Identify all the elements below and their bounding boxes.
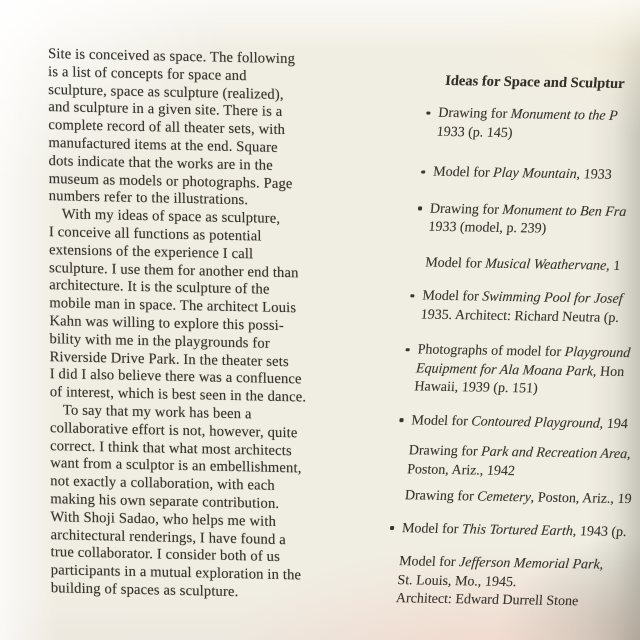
list-item: [383, 553, 640, 613]
text-line: I did I also believe there was a confluence: [49, 366, 302, 388]
text-line: and sculpture in a given site. There is a: [48, 99, 283, 121]
text-line: building of spaces as sculpture.: [50, 580, 239, 601]
text-line: With Shoji Sadao, who helps me with: [50, 508, 277, 530]
text-line: Architect: Edward Durrell Stone: [395, 591, 579, 610]
text-line: St. Louis, Mo., 1945.: [396, 572, 518, 590]
text-line: Poston, Ariz., 1942: [406, 461, 516, 479]
text-line: Drawing for Park and Recreation Area,: [408, 443, 632, 463]
text-line: not exactly a collaboration, with each: [50, 473, 275, 494]
text-line: complete record of all theater sets, with: [48, 117, 286, 139]
text-line: 1933 (p. 145): [436, 124, 514, 141]
square-bullet-icon: [418, 206, 422, 210]
text-line: Drawing for Monument to the P: [437, 105, 619, 124]
text-line: Riverside Drive Park. In the theater sets: [49, 348, 289, 370]
list-item: [416, 200, 640, 242]
text-line: To say that my work has been a: [62, 402, 252, 423]
text-line: dots indicate that the works are in the: [48, 152, 273, 174]
list-item: [394, 442, 640, 484]
text-line: Kahn was willing to explore this possi-: [49, 313, 284, 334]
text-line: architectural renderings, I have found a: [50, 526, 286, 548]
square-bullet-icon: [421, 170, 425, 174]
text-line: want from a sculptor is an embellishment,: [50, 455, 302, 477]
text-line: extensions of the experience I call: [49, 241, 254, 263]
text-line: Drawing for Monument to Ben Fra: [429, 201, 627, 220]
text-line: sculpture. I use them for another end than: [49, 259, 299, 281]
square-bullet-icon: [399, 418, 403, 422]
list-item: [389, 519, 640, 542]
right-page: [349, 71, 640, 613]
text-line: Model for Play Mountain, 1933: [432, 164, 613, 183]
text-line: Photographs of model for Playground: [417, 342, 631, 362]
list-item: [412, 254, 640, 277]
list-item: [392, 487, 640, 510]
list-item: [399, 412, 640, 435]
text-line: 1933 (model, p. 239): [427, 219, 547, 237]
text-line: Model for Contoured Playground, 194: [410, 412, 629, 432]
square-bullet-icon: [410, 294, 414, 298]
text-line: Model for Jefferson Memorial Park,: [398, 554, 604, 573]
text-line: I conceive all functions as potential: [48, 224, 262, 245]
text-line: Hawaii, 1939 (p. 151): [413, 379, 539, 397]
text-line: 1935. Architect: Richard Neutra (p.: [420, 306, 620, 326]
text-line: museum as models or photographs. Page: [48, 170, 293, 192]
list-item: [408, 287, 640, 329]
square-bullet-icon: [406, 348, 410, 352]
left-page-text: [48, 46, 351, 604]
list-item: [424, 105, 640, 147]
text-line: sculpture, space as sculpture (realized),: [48, 81, 284, 103]
text-line: Model for Swimming Pool for Josef: [421, 288, 624, 307]
text-line: collaborative effort is not, however, quite: [49, 419, 298, 442]
text-line: making his own separate contribution.: [50, 491, 280, 512]
text-line: Site is conceived as space. The following: [48, 46, 296, 68]
text-line: Drawing for Cemetery, Poston, Ariz., 19: [404, 488, 633, 508]
text-line: architecture. It is the sculpture of the: [49, 277, 270, 299]
square-bullet-icon: [390, 526, 394, 530]
page-heading: Ideas for Space and Sculptur: [444, 72, 626, 92]
text-line: numbers refer to the illustrations.: [48, 188, 249, 209]
list-item: [402, 341, 640, 401]
text-line: With my ideas of space as sculpture,: [61, 206, 281, 228]
text-line: Model for This Tortured Earth, 1943 (p.: [401, 520, 628, 540]
text-line: true collaborator. I consider both of us: [50, 544, 280, 566]
text-line: mobile man in space. The architect Louis: [49, 295, 297, 317]
text-line: Equipment for Ala Moana Park, Hon: [415, 360, 625, 380]
text-line: bility with me in the playgrounds for: [49, 330, 270, 352]
text-line: correct. I think that what most architects: [50, 437, 292, 459]
ideas-list: [349, 104, 640, 613]
list-item: [420, 163, 640, 186]
text-line: Model for Musical Weathervane, 1: [424, 255, 622, 274]
text-line: is a list of concepts for space and: [48, 63, 247, 84]
text-line: manufactured items at the end. Square: [48, 135, 278, 156]
text-line: participants in a mutual exploration in the: [50, 562, 302, 584]
square-bullet-icon: [426, 111, 430, 115]
text-line: of interest, which is best seen in the dance.: [49, 384, 307, 406]
